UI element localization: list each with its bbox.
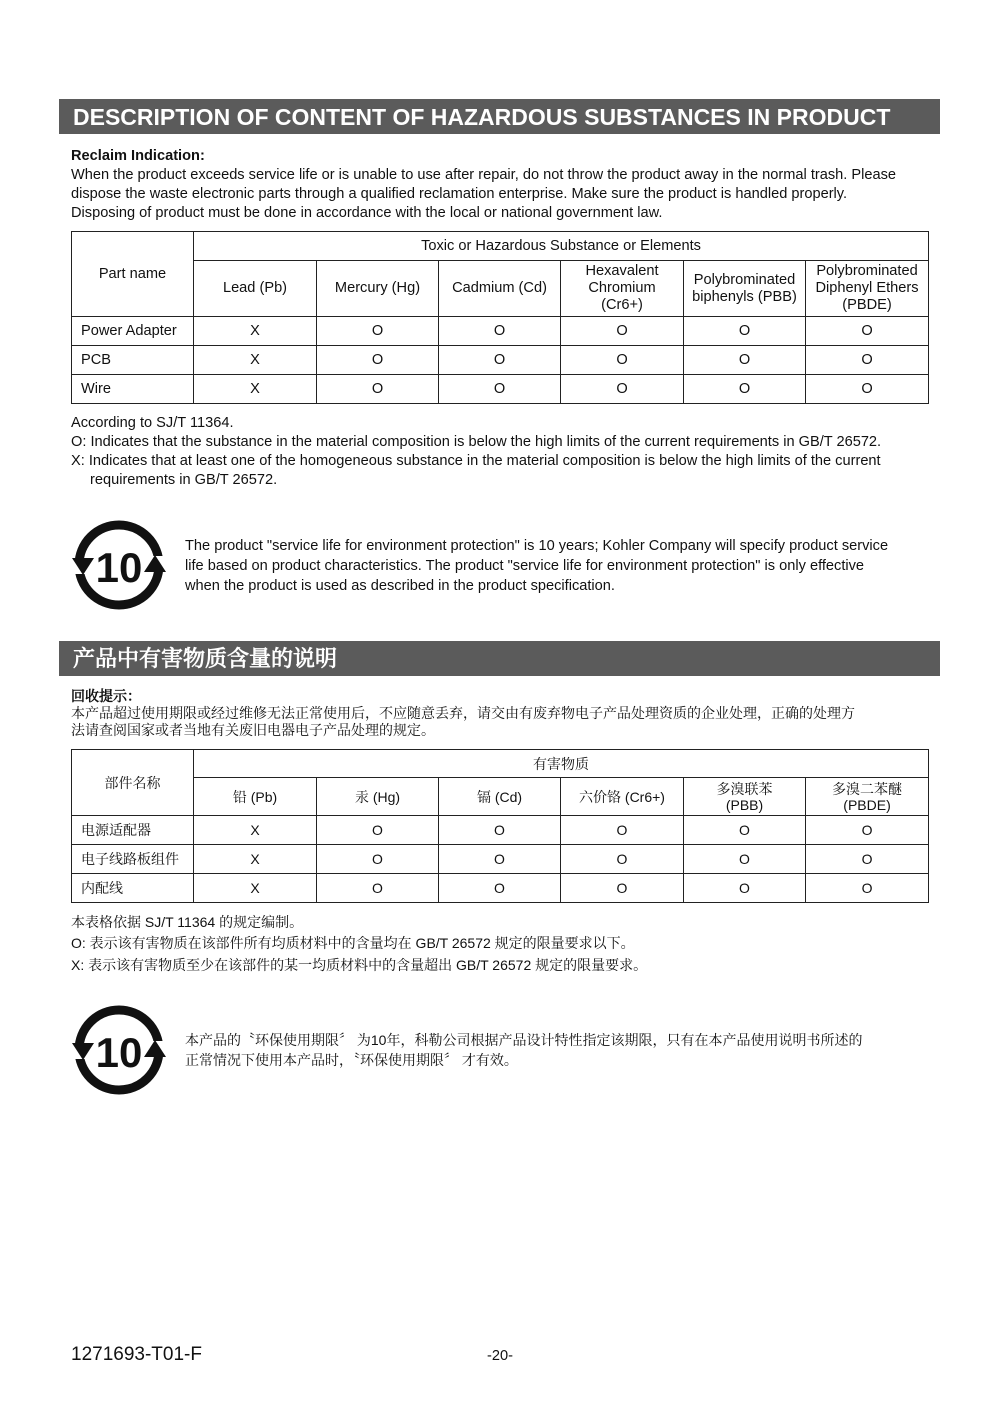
hazardous-substance-table-english	[71, 231, 929, 404]
substance-column-header	[684, 778, 806, 816]
column-header-line: 多溴联苯	[716, 780, 773, 797]
column-header-line: Polybrominated	[693, 271, 796, 288]
service-life-line: The product "service life for environment protection" is 10 years; Kohler Company will specify product service	[185, 538, 889, 554]
substance-value-cell: O	[439, 874, 561, 903]
column-header-line: (PBDE)	[843, 796, 891, 813]
table-row	[72, 375, 929, 404]
part-name-cell: 电子线路板组件	[72, 845, 194, 874]
x-legend-note-continued: requirements in GB/T 26572.	[90, 472, 278, 488]
service-life-line: 正常情况下使用本产品时，〝环保使用期限〞 才有效。	[185, 1052, 518, 1068]
epup-10-year-logo-icon	[71, 1005, 167, 1095]
o-legend-note: O: Indicates that the substance in the material composition is below the high limits of the current requirements in GB/T 26572.	[71, 434, 882, 450]
section-banner-chinese: 产品中有害物质含量的说明	[59, 641, 940, 676]
substance-value-cell: O	[317, 874, 439, 903]
substance-value-cell: O	[684, 346, 806, 375]
substance-value-cell: O	[561, 346, 684, 375]
substance-value-cell: X	[194, 317, 317, 346]
substance-value-cell: O	[806, 346, 929, 375]
substance-column-header	[439, 778, 561, 816]
substance-column-header	[317, 778, 439, 816]
o-legend-note: O: 表示该有害物质在该部件所有均质材料中的含量均在 GB/T 26572 规定的限量要求以下。	[71, 935, 635, 951]
substance-value-cell: O	[561, 317, 684, 346]
reclaim-indication-en	[71, 147, 933, 223]
substance-value-cell: O	[806, 845, 929, 874]
epup-10-year-logo-icon	[71, 520, 167, 610]
part-name-header: Part name	[72, 232, 194, 317]
substance-column-header	[317, 261, 439, 317]
substance-value-cell: O	[561, 375, 684, 404]
substance-value-cell: O	[317, 845, 439, 874]
reclaim-title: Reclaim Indication:	[71, 148, 205, 164]
according-note: 本表格依据 SJ/T 11364 的规定编制。	[71, 914, 304, 930]
service-life-line: life based on product characteristics. The product "service life for environment protection" is only effective	[185, 558, 865, 574]
column-header-line: (PBB)	[725, 796, 764, 813]
column-header-line: biphenyls (PBB)	[692, 288, 797, 305]
logo-number: 10	[95, 1029, 143, 1076]
part-name-cell: PCB	[72, 346, 194, 375]
substance-value-cell: X	[194, 845, 317, 874]
substance-value-cell: O	[439, 816, 561, 845]
substance-column-header	[194, 778, 317, 816]
logo-number: 10	[95, 544, 143, 591]
column-header-line: 铅 (Pb)	[232, 788, 278, 805]
x-legend-note: X: Indicates that at least one of the homogeneous substance in the material composition is below the high limits of the current	[71, 453, 881, 469]
substance-value-cell: O	[684, 317, 806, 346]
substance-value-cell: O	[561, 816, 684, 845]
substance-value-cell: O	[317, 816, 439, 845]
column-header-line: Chromium	[588, 280, 656, 296]
substance-column-header	[684, 261, 806, 317]
service-life-line: when the product is used as described in the product specification.	[185, 578, 615, 594]
reclaim-line: dispose the waste electronic parts through a qualified reclamation enterprise. Make sure the product is handled properly.	[71, 186, 848, 202]
substance-value-cell: O	[317, 375, 439, 404]
reclaim-line: Disposing of product must be done in accordance with the local or national government law.	[71, 205, 663, 221]
according-note: According to SJ/T 11364.	[71, 415, 234, 431]
substance-group-header: 有害物质	[194, 750, 929, 778]
substance-value-cell: O	[806, 874, 929, 903]
table-body	[72, 317, 929, 404]
substance-column-header	[561, 261, 684, 317]
substance-column-header	[806, 778, 929, 816]
service-life-statement-cn	[185, 1030, 930, 1070]
substance-value-cell: O	[806, 317, 929, 346]
column-header-line: (Cr6+)	[601, 297, 643, 313]
substance-value-cell: O	[439, 845, 561, 874]
substance-group-header: Toxic or Hazardous Substance or Elements	[194, 232, 929, 261]
reclaim-line: When the product exceeds service life or is unable to use after repair, do not throw the product away in the normal trash. Please	[71, 167, 896, 183]
substance-value-cell: X	[194, 816, 317, 845]
section-banner-english: DESCRIPTION OF CONTENT OF HAZARDOUS SUBSTANCES IN PRODUCT	[59, 99, 940, 134]
substance-value-cell: O	[684, 816, 806, 845]
table-row	[72, 816, 929, 845]
substance-value-cell: X	[194, 874, 317, 903]
column-header-line: 六价铬 (Cr6+)	[579, 788, 665, 805]
substance-column-header	[561, 778, 684, 816]
part-name-cell: 内配线	[72, 874, 194, 903]
substance-column-headers	[72, 261, 929, 317]
column-header-line: Mercury (Hg)	[334, 280, 421, 296]
table-row	[72, 346, 929, 375]
substance-value-cell: O	[317, 346, 439, 375]
substance-column-header	[439, 261, 561, 317]
service-life-statement-en	[185, 536, 930, 596]
reclaim-line: 本产品超过使用期限或经过维修无法正常使用后，不应随意丢弃，请交由有废弃物电子产品处理资质的企业处理，正确的处理方	[71, 705, 855, 721]
table-row	[72, 317, 929, 346]
substance-value-cell: O	[806, 375, 929, 404]
service-life-line: 本产品的〝环保使用期限〞 为10年，科勒公司根据产品设计特性指定该期限，只有在本产品使用说明书所述的	[185, 1032, 863, 1048]
column-header-line: Lead (Pb)	[222, 280, 288, 296]
table-body	[72, 816, 929, 903]
substance-value-cell: O	[439, 346, 561, 375]
part-name-cell: Wire	[72, 375, 194, 404]
table-row	[72, 845, 929, 874]
column-header-line: Cadmium (Cd)	[452, 280, 547, 296]
column-header-line: 镉 (Cd)	[476, 788, 523, 805]
substance-column-header	[806, 261, 929, 317]
hazardous-substance-table-chinese	[71, 749, 929, 903]
page-number: -20-	[487, 1348, 513, 1364]
reclaim-line: 法请查阅国家或者当地有关废旧电器电子产品处理的规定。	[71, 722, 435, 738]
substance-value-cell: O	[439, 317, 561, 346]
substance-column-headers	[72, 778, 929, 816]
substance-value-cell: O	[684, 874, 806, 903]
substance-value-cell: O	[561, 874, 684, 903]
substance-value-cell: O	[439, 375, 561, 404]
document-number: 1271693-T01-F	[71, 1344, 202, 1365]
substance-value-cell: O	[806, 816, 929, 845]
column-header-line: 汞 (Hg)	[354, 788, 401, 805]
column-header-line: Diphenyl Ethers	[815, 280, 919, 296]
column-header-line: Polybrominated	[816, 263, 918, 279]
substance-column-header	[194, 261, 317, 317]
substance-value-cell: X	[194, 346, 317, 375]
part-name-header: 部件名称	[72, 750, 194, 816]
reclaim-indication-cn	[71, 688, 933, 739]
substance-value-cell: O	[684, 845, 806, 874]
table-row	[72, 874, 929, 903]
reclaim-title: 回收提示：	[71, 688, 141, 704]
substance-value-cell: X	[194, 375, 317, 404]
column-header-line: Hexavalent	[585, 263, 659, 279]
substance-value-cell: O	[317, 317, 439, 346]
substance-value-cell: O	[684, 375, 806, 404]
part-name-cell: 电源适配器	[72, 816, 194, 845]
x-legend-note: X: 表示该有害物质至少在该部件的某一均质材料中的含量超出 GB/T 26572 规定的限量要求。	[71, 957, 648, 973]
column-header-line: (PBDE)	[842, 297, 892, 313]
column-header-line: 多溴二苯醚	[832, 780, 903, 797]
substance-value-cell: O	[561, 845, 684, 874]
part-name-cell: Power Adapter	[72, 317, 194, 346]
